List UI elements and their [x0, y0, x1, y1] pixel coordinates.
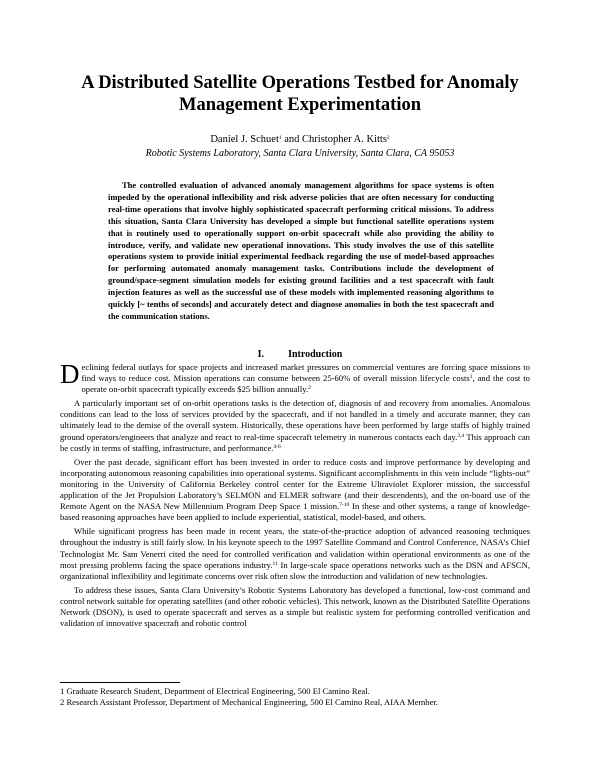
paragraph-5: To address these issues, Santa Clara University’s Robotic Systems Laboratory has developed a functional, low-cost command and control network suitable for operating satellites (and other robotic vehicles). This network, known as the Distributed Satellite Operations Network (DSON), is used to operate spacecraft and serves as a simple but realistic system for performing controlled verification and validation of innovative spacecraft and robotic control	[60, 584, 530, 629]
paragraph-2-text-b: This approach can be costly in terms of staffing, infrastructure, and performance.	[60, 431, 530, 453]
paragraph-4-text-a: While significant progress has been made in recent years, the state-of-the-practice adoption of advanced reasoning techniques throughout the industry is still fairly slow. In his keynote speech to the 1997 Satellite Command and Control Conference, NASA’s Chief Technologist Mr. Sam Venerri cited the need for controlled verification and validation within operational environments as one of the most pressing problems facing the space operations industry.	[60, 526, 530, 570]
paragraph-2	[60, 398, 530, 453]
paragraph-1	[60, 359, 530, 395]
introduction-body	[60, 359, 530, 632]
paragraph-2-text-a: A particularly important set of on-orbit operations tasks is the detection of, diagnosis of and recovery from anomalies. Anomalous conditions can lead to the loss of services provided by the spacecraft, and if not handled in a timely and accurate manner, they can ultimately lead to the demise of the overall system. Historically, these operations have been performed by large staffs of highly trained ground operators/engineers that analyze and react to real-time spacecraft telemetry in numerous contacts each day.	[60, 398, 530, 442]
paragraph-1-text-b: , and the cost to operate on-orbit spacecraft typically exceeds $25 billion annually.	[81, 373, 530, 395]
paragraph-3-text-a: Over the past decade, significant effort has been invested in order to reduce costs and improve performance by developing and incorporating autonomous reasoning capabilities into operational systems. Significant accomplishments in this vein include “lights-out” monitoring in the University of California Berkeley control center for the Extreme Ultraviolet Explorer mission, the successful application of the Jet Propulsion Laboratory’s SELMON and ELMER software (and their descendents), and the on-board use of the Remote Agent on the NASA New Millennium Program Deep Space 1 mission.	[60, 456, 530, 512]
author-2-footnote-mark: 2	[386, 135, 390, 141]
citation-ref: 7-10	[339, 502, 350, 509]
footnote-rule	[60, 682, 180, 683]
section-heading	[40, 349, 560, 361]
footnote-2: 2 Research Assistant Professor, Department of Mechanical Engineering, 500 El Camino Real, AIAA Member.	[60, 697, 438, 708]
drop-cap: D	[60, 359, 80, 389]
author-conjunction: and	[281, 134, 303, 145]
citation-ref: 2	[308, 385, 311, 392]
citation-ref: 1	[469, 374, 473, 381]
author-1: Daniel J. Schuet	[210, 134, 279, 145]
footnote-1: 1 Graduate Research Student, Department of Electrical Engineering, 500 El Camino Real.	[60, 686, 370, 696]
paper-title: A Distributed Satellite Operations Testbed for Anomaly Management Experimentation	[81, 73, 519, 115]
citation-ref: 4-6	[273, 443, 281, 450]
author-line	[40, 133, 560, 146]
affiliation: Robotic Systems Laboratory, Santa Clara University, Santa Clara, CA 95053	[145, 148, 455, 159]
paragraph-4-text-b: In large-scale space operations networks such as the DSN and AFSCN, organizational inflexibility and legitimate concerns over risk often slow the introduction and validation of new technologies.	[60, 559, 530, 581]
abstract: The controlled evaluation of advanced anomaly management algorithms for space systems is often impeded by the operational inflexibility and risk adverse policies that are often necessary for conducting real-time operations that involve highly sophisticated spacecraft performing critical missions. To address this situation, Santa Clara University has developed a simple but functional satellite operations system that is routinely used to operationally support on-orbit spacecraft while also providing the ability to introduce, verify, and validate new operational innovations. This study involves the use of this satellite operations system to provide initial experimental feedback regarding the use of model-based approaches for performing automated anomaly management tasks. Contributions include the development of ground/space-segment simulation models for existing ground facilities and a test spacecraft with fault injection features as well as the successful use of these models with implemented reasoning algorithms to quickly [~ tenths of seconds] and accurately detect and diagnose anomalies in both the test spacecraft and the communication stations.	[108, 180, 494, 321]
citation-ref: 3,4	[457, 432, 465, 439]
paragraph-3	[60, 457, 530, 524]
paragraph-3-text-b: In these and other systems, a range of knowledge-based reasoning approaches have been applied to include experiential, statistical, model-based, and others.	[60, 501, 530, 523]
paragraph-4	[60, 526, 530, 581]
footnotes	[60, 686, 530, 709]
section-title: Introduction	[288, 349, 343, 360]
author-1-footnote-mark: 1	[278, 135, 282, 141]
author-2: Christopher A. Kitts	[302, 134, 387, 145]
paragraph-1-text-a: eclining federal outlays for space projects and increased market pressures on commercial ventures are forcing space missions to find ways to reduce cost. Mission operations can consume between 25-60% of overall mission lifecycle costs	[81, 362, 530, 384]
citation-ref: 11	[272, 560, 278, 567]
section-number: I.	[257, 349, 265, 360]
